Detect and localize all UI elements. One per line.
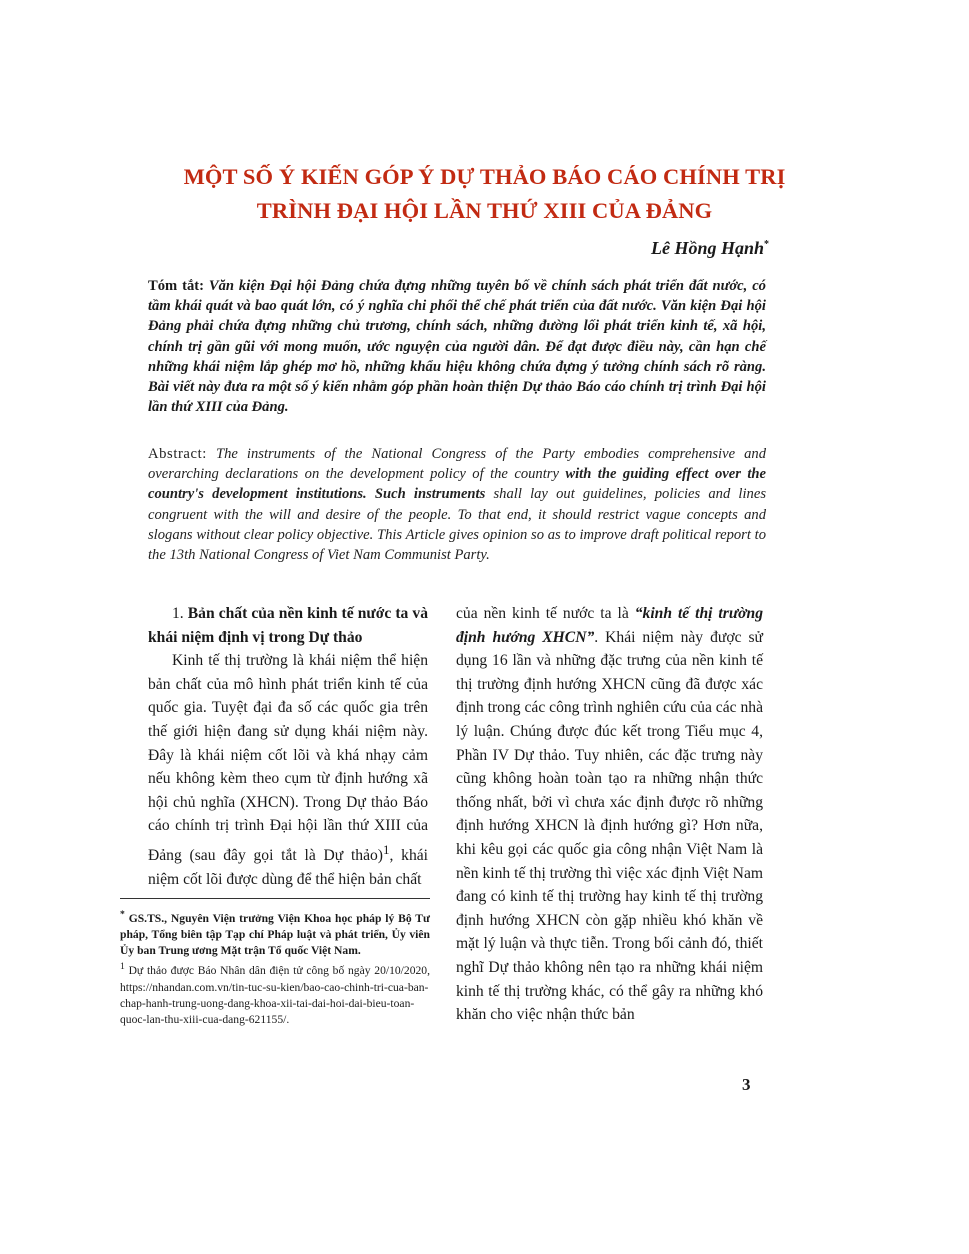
footnotes [120,898,430,1028]
right-column [456,602,763,1027]
section-heading-text: Bản chất của nền kinh tế nước ta và khái niệm định vị trong Dự thảo [148,605,428,646]
left-paragraph-tail: , khái niệm cốt lõi được dùng để thể hiện bản chất [148,847,428,888]
section-number: 1. [172,605,184,622]
author-name: Lê Hồng Hạnh [650,238,764,258]
abstract-english [148,444,766,565]
left-paragraph-text: Kinh tế thị trường là khái niệm thể hiện bản chất của mô hình phát triển kinh tế của quốc gia. Tuyệt đại đa số các quốc gia trên thế giới hiện đang sử dụng khái niệm này. Đây là khái niệm cốt lõi và khá nhạy cảm nếu không kèm theo cụm từ định hướng xã hội chủ nghĩa (XHCN). Trong Dự thảo Báo cáo chính trị trình Đại hội lần thứ XIII của Đảng (sau đây gọi tắt là Dự thảo) [148,652,428,865]
footnote-2 [120,959,430,1028]
right-paragraph [456,602,763,1027]
footnote-1-mark: * [120,909,125,920]
footnote-2-text[interactable]: Dự thảo được Báo Nhân dân điện tử công bố ngày 20/10/2020, https://nhandan.com.vn/tin-tuc-su-kien/bao-cao-chinh-tri-cua-ban-chap-hanh-trung-uong-dang-khoa-xii-tai-dai-hoi-dai-bieu-toan-quoc-lan-thu-xiii-cua-dang-621155/. [120,964,430,1026]
abstract-vn-lead: Tóm tắt: [148,278,204,294]
author [651,238,769,259]
left-paragraph [148,649,428,891]
page-number: 3 [742,1075,751,1094]
abstract-vn-text: Văn kiện Đại hội Đảng chứa đựng những tuyên bố về chính sách phát triển đất nước, có tầm khái quát và bao quát lớn, có ý nghĩa chi phối thể chế phát triển của đất nước. Văn kiện Đại hội Đảng phải chứa đựng những chủ trương, chính sách, những đường lối phát triển kinh tế, xã hội, chính trị gần gũi với mong muốn, ước nguyện của người dân. Để đạt được điều này, cần hạn chế những khái niệm lắp ghép mơ hồ, những khẩu hiệu không chứa đựng ý tưởng chính sách rõ ràng. Bài viết này đưa ra một số ý kiến nhằm góp phần hoàn thiện Dự thảo Báo cáo chính trị trình Đại hội lần thứ XIII của Đảng. [148,278,766,416]
right-paragraph-start: của nền kinh tế nước ta là [456,605,635,622]
abstract-vietnamese [148,276,766,417]
right-paragraph-quote: “kinh tế thị trường định hướng XHCN” [456,605,764,646]
abstract-en-bold: with the guiding effect over the country's development institutions. Such instruments [148,466,766,503]
footnote-2-mark: 1 [120,961,125,973]
footnote-1 [120,907,430,959]
footnote-ref-1[interactable]: 1 [383,841,390,857]
abstract-en-part1: The instruments of the National Congress of the Party embodies comprehensive and overarching declarations on the development policy of the country [148,446,767,483]
section-heading [148,602,428,649]
article-title [100,160,869,228]
abstract-en-lead: Abstract: [148,446,207,462]
left-column [148,602,428,891]
title-line-2: TRÌNH ĐẠI HỘI LẦN THỨ XIII CỦA ĐẢNG [256,198,713,223]
footnote-1-text: GS.TS., Nguyên Viện trưởng Viện Khoa học pháp lý Bộ Tư pháp, Tổng biên tập Tạp chí Pháp luật và phát triển, Ủy viên Ủy ban Trung ương Mặt trận Tổ quốc Việt Nam. [120,911,430,958]
abstract-en-part2: shall lay out guidelines, policies and lines congruent with the will and desire of the people. To that end, it should restrict vague concepts and slogans without clear policy objective. This Article gives opinion so as to improve draft political report to the 13th National Congress of Viet Nam Communist Party. [148,486,766,564]
right-paragraph-text: . Khái niệm này được sử dụng 16 lần và những đặc trưng của nền kinh tế thị trường định hướng XHCN cũng đã được xác định trong các công trình nghiên cứu của các nhà lý luận. Chúng được đúc kết trong Tiểu mục 4, Phần IV Dự thảo. Tuy nhiên, các đặc trưng này cũng không hoàn toàn tạo ra những nhận thức thống nhất, bởi vì chưa xác định được rõ những định hướng XHCN là định hướng gì? Hơn nữa, khi kêu gọi các quốc gia công nhận Việt Nam là nền kinh tế thị trường thì việc xác định Việt Nam đang có kinh tế thị trường hay kinh tế thị trường định hướng XHCN còn gặp nhiều khó khăn về mặt lý luận và thực tiễn. Trong bối cảnh đó, thiết nghĩ Dự thảo không nên tạo ra những khái niệm kinh tế thị trường khác, có thể gây ra những khó khăn cho việc nhận thức bản [456,628,763,1024]
author-footnote-mark: * [764,239,769,250]
title-line-1: MỘT SỐ Ý KIẾN GÓP Ý DỰ THẢO BÁO CÁO CHÍNH TRỊ [183,164,786,189]
